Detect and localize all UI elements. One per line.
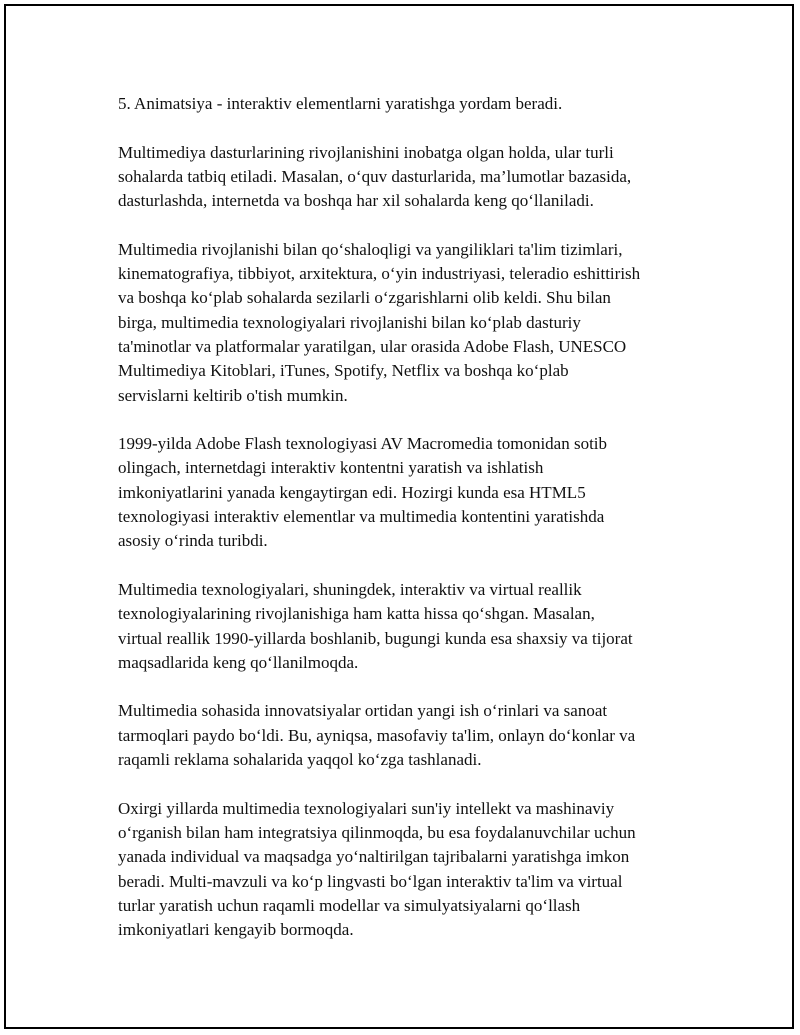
paragraph-animatsiya-item: 5. Animatsiya - interaktiv elementlarni yaratishga yordam beradi.: [118, 94, 563, 113]
paragraph-adobe-flash-history: 1999-yilda Adobe Flash texnologiyasi AV Macromedia tomonidan sotib olingach, internetdagi interaktiv kontentni yaratish va ishlatish imkoniyatlarini yanada kengaytirgan edi. Hozirgi kunda esa HTML5 texnologiyasi interaktiv elementlar va multimedia kontentini yaratishda asosiy o‘rinda turibdi.: [118, 434, 608, 551]
paragraph-virtual-reality: Multimedia texnologiyalari, shuningdek, interaktiv va virtual reallik texnologiyalarining rivojlanishiga ham katta hissa qo‘shgan. Masalan, virtual reallik 1990-yillarda boshlanib, bugungi kunda esa shaxsiy va tijorat maqsadlarida keng qo‘llanilmoqda.: [118, 579, 633, 672]
paragraph-innovations-jobs: Multimedia sohasida innovatsiyalar ortidan yangi ish o‘rinlari va sanoat tarmoqlari paydo bo‘ldi. Bu, ayniqsa, masofaviy ta'lim, onlayn do‘konlar va raqamli reklama sohalarida yaqqol ko‘zga tashlanadi.: [118, 701, 636, 770]
paragraph-multimedia-applications: Multimediya dasturlarining rivojlanishini inobatga olgan holda, ular turli sohalarda tatbiq etiladi. Masalan, o‘quv dasturlarida, ma’lumotlar bazasida, dasturlashda, internetda va boshqa har xil sohalarda keng qo‘llaniladi.: [118, 142, 632, 211]
document-body: [118, 92, 700, 967]
paragraph-ai-integration: Oxirgi yillarda multimedia texnologiyalari sun'iy intellekt va mashinaviy o‘rganish bilan ham integratsiya qilinmoqda, bu esa foydalanuvchilar uchun yanada individual va maqsadga yo‘naltirilgan tajribalarni yaratishga imkon beradi. Multi-mavzuli va ko‘p lingvasti bo‘lgan interaktiv ta'lim va virtual turlar yaratish uchun raqamli modellar va simulyatsiyalarni qo‘llash imkoniyatlari kengayib bormoqda.: [118, 798, 636, 940]
paragraph-multimedia-development: Multimedia rivojlanishi bilan qo‘shaloqligi va yangiliklari ta'lim tizimlari, kinematografiya, tibbiyot, arxitektura, o‘yin industriyasi, teleradio eshittirish va boshqa ko‘plab sohalarda sezilarli o‘zgarishlarni olib keldi. Shu bilan birga, multimedia texnologiyalari rivojlanishi bilan ko‘plab dasturiy ta'minotlar va platformalar yaratilgan, ular orasida Adobe Flash, UNESCO Multimediya Kitoblari, iTunes, Spotify, Netflix va boshqa ko‘plab servislarni keltirib o'tish mumkin.: [118, 239, 641, 405]
